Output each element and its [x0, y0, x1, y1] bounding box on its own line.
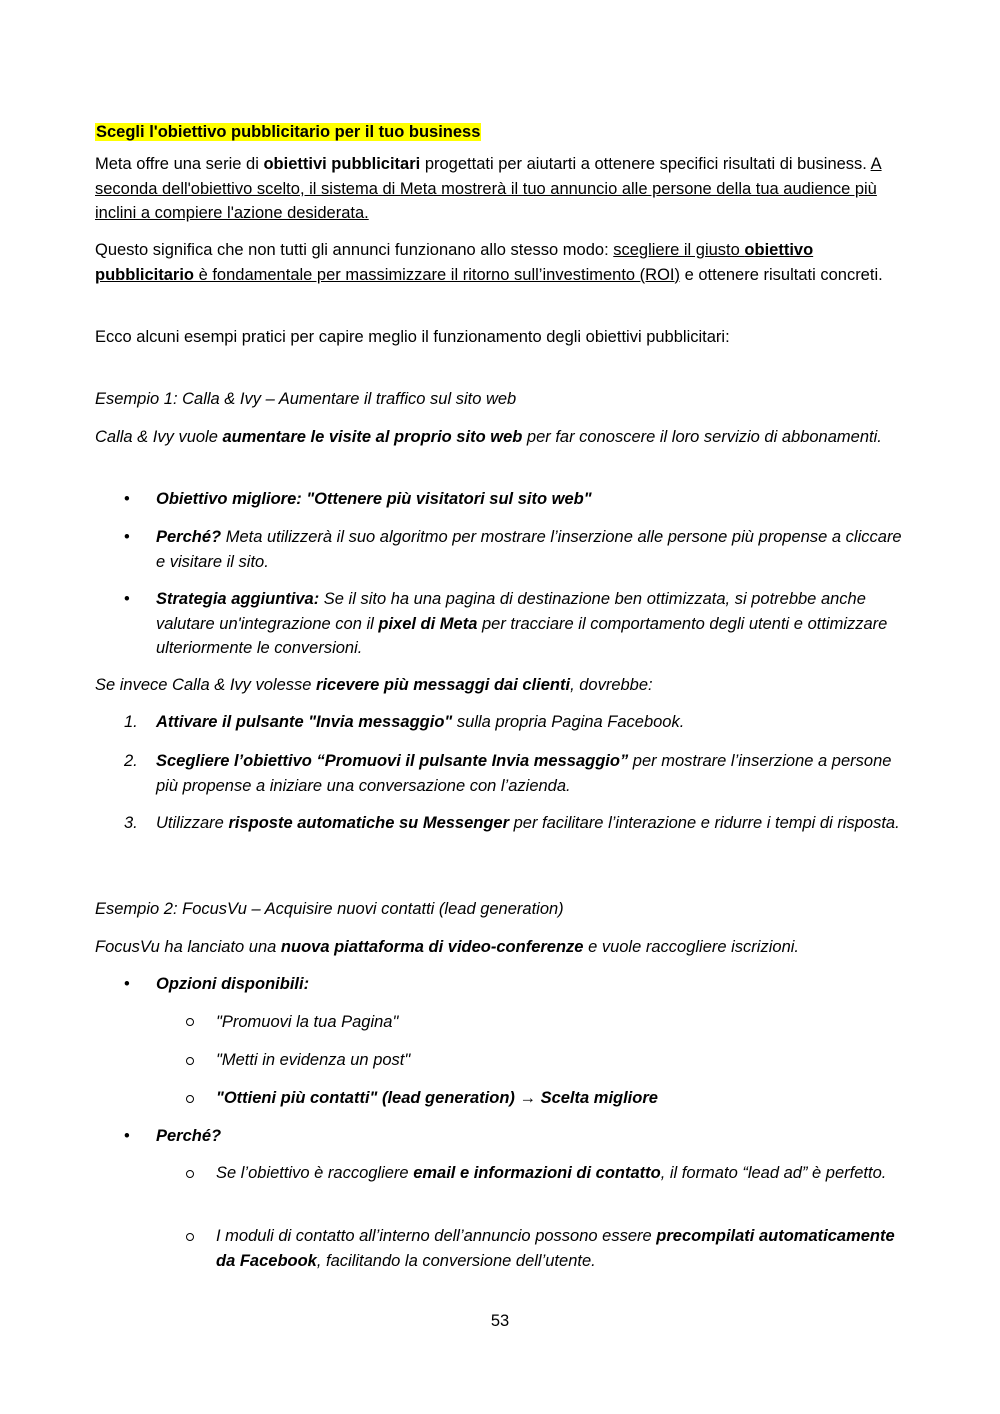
bold-text: Obiettivo migliore: "Ottenere più visitatori sul sito web"	[156, 490, 592, 508]
intro-paragraph-3: Ecco alcuni esempi pratici per capire meglio il funzionamento degli obiettivi pubblicitari:	[95, 328, 730, 346]
example-1-step-3	[156, 811, 904, 836]
circle-bullet-icon	[186, 1170, 194, 1178]
underlined-text: A seconda dell'obiettivo scelto, il sistema di Meta mostrerà il tuo annuncio alle persone della tua audience più inclini a compiere l'azione desiderata.	[95, 155, 882, 222]
bold-text: pixel di Meta	[378, 614, 478, 633]
text: Calla & Ivy vuole	[95, 428, 223, 446]
bold-text: precompilati automaticamente da Facebook	[216, 1227, 895, 1270]
text: per tracciare il comportamento degli utenti e ottimizzare ulteriormente le conversioni.	[156, 614, 888, 657]
bold-text: "Ottieni più contatti" (lead generation) → Scelta migliore	[216, 1089, 658, 1107]
example-1-title: Esempio 1: Calla & Ivy – Aumentare il traffico sul sito web	[95, 390, 517, 408]
bold-text: Attivare il pulsante "Invia messaggio"	[156, 713, 453, 731]
text: , dovrebbe:	[570, 676, 653, 694]
circle-bullet-icon	[186, 1018, 194, 1026]
section-heading: Scegli l'obiettivo pubblicitario per il tuo business	[96, 123, 481, 141]
text: Meta utilizzerà il suo algoritmo per mostrare l’inserzione alle persone più propense a cliccare e visitare il sito.	[156, 528, 902, 571]
bold-text: nuova piattaforma di video-conferenze	[280, 938, 584, 956]
text: Se invece Calla & Ivy volesse	[95, 676, 317, 694]
intro-paragraph-2	[95, 238, 905, 287]
example-2-option-3	[216, 1086, 906, 1111]
text: Meta offre una serie di	[95, 155, 264, 173]
underlined-text: scegliere il giusto	[613, 241, 745, 259]
example-1-alternative	[95, 673, 905, 698]
example-2-description	[95, 935, 905, 960]
text: e ottenere risultati concreti.	[680, 265, 883, 284]
example-2-why-2	[216, 1224, 906, 1273]
bold-text: Strategia aggiuntiva:	[156, 590, 320, 608]
text: I moduli di contatto all’interno dell’annuncio possono essere	[216, 1227, 657, 1245]
list-number: 1.	[124, 713, 138, 731]
example-2-options-label	[156, 972, 904, 997]
example-1-step-2	[156, 749, 904, 798]
bold-text: aumentare le visite al proprio sito web	[222, 428, 523, 446]
underlined-text: è fondamentale per massimizzare il ritorno sull’investimento (ROI)	[194, 265, 681, 284]
text: per far conoscere il loro servizio di abbonamenti.	[522, 428, 882, 446]
text: FocusVu ha lanciato una	[95, 938, 281, 956]
circle-bullet-icon	[186, 1233, 194, 1241]
text: sulla propria Pagina Facebook.	[452, 713, 685, 731]
page-number: 53	[490, 1312, 510, 1330]
list-number: 3.	[124, 814, 138, 832]
text: , facilitando la conversione dell’utente.	[316, 1251, 596, 1270]
bold-underlined-text: obiettivo pubblicitario	[95, 241, 814, 284]
bold-text: risposte automatiche su Messenger	[228, 814, 510, 832]
bullet-icon: •	[124, 590, 130, 608]
circle-bullet-icon	[186, 1095, 194, 1103]
section-heading-block	[95, 120, 905, 145]
bullet-icon: •	[124, 490, 130, 508]
bold-text: Perché?	[156, 1127, 222, 1145]
text: Se il sito ha una pagina di destinazione ben ottimizzata, si potrebbe anche valutare un'integrazione con il	[156, 590, 866, 633]
example-1-bullet-3	[156, 587, 904, 661]
bullet-icon: •	[124, 975, 130, 993]
bold-text: obiettivi pubblicitari	[263, 155, 421, 173]
text: , il formato “lead ad” è perfetto.	[660, 1164, 887, 1182]
example-1-step-1	[156, 710, 904, 735]
bold-text: Opzioni disponibili:	[156, 975, 310, 993]
example-1-bullet-2	[156, 525, 904, 574]
example-1-description	[95, 425, 905, 450]
bold-text: Perché?	[156, 528, 222, 546]
text: Questo significa che non tutti gli annunci funzionano allo stesso modo:	[95, 241, 614, 259]
list-number: 2.	[124, 752, 138, 770]
example-2-why-label	[156, 1124, 904, 1149]
example-2-option-2: "Metti in evidenza un post"	[216, 1051, 411, 1069]
example-2-title: Esempio 2: FocusVu – Acquisire nuovi contatti (lead generation)	[95, 900, 564, 918]
text: per facilitare l’interazione e ridurre i tempi di risposta.	[509, 814, 900, 832]
example-1-bullet-1	[156, 487, 904, 512]
example-2-option-1: "Promuovi la tua Pagina"	[216, 1013, 399, 1031]
intro-paragraph-1	[95, 152, 905, 226]
text: e vuole raccogliere iscrizioni.	[583, 938, 799, 956]
text: Utilizzare	[156, 814, 229, 832]
text: progettati per aiutarti a ottenere specifici risultati di business.	[420, 155, 871, 173]
bold-text: email e informazioni di contatto	[413, 1164, 661, 1182]
bold-text: Scegliere l’obiettivo “Promuovi il pulsante Invia messaggio”	[156, 752, 629, 770]
circle-bullet-icon	[186, 1057, 194, 1065]
text: Se l’obiettivo è raccogliere	[216, 1164, 414, 1182]
bold-text: ricevere più messaggi dai clienti	[316, 676, 571, 694]
bullet-icon: •	[124, 1127, 130, 1145]
example-2-why-1	[216, 1161, 906, 1186]
text: per mostrare l’inserzione a persone più propense a iniziare una conversazione con l’azienda.	[156, 752, 892, 795]
bullet-icon: •	[124, 528, 130, 546]
